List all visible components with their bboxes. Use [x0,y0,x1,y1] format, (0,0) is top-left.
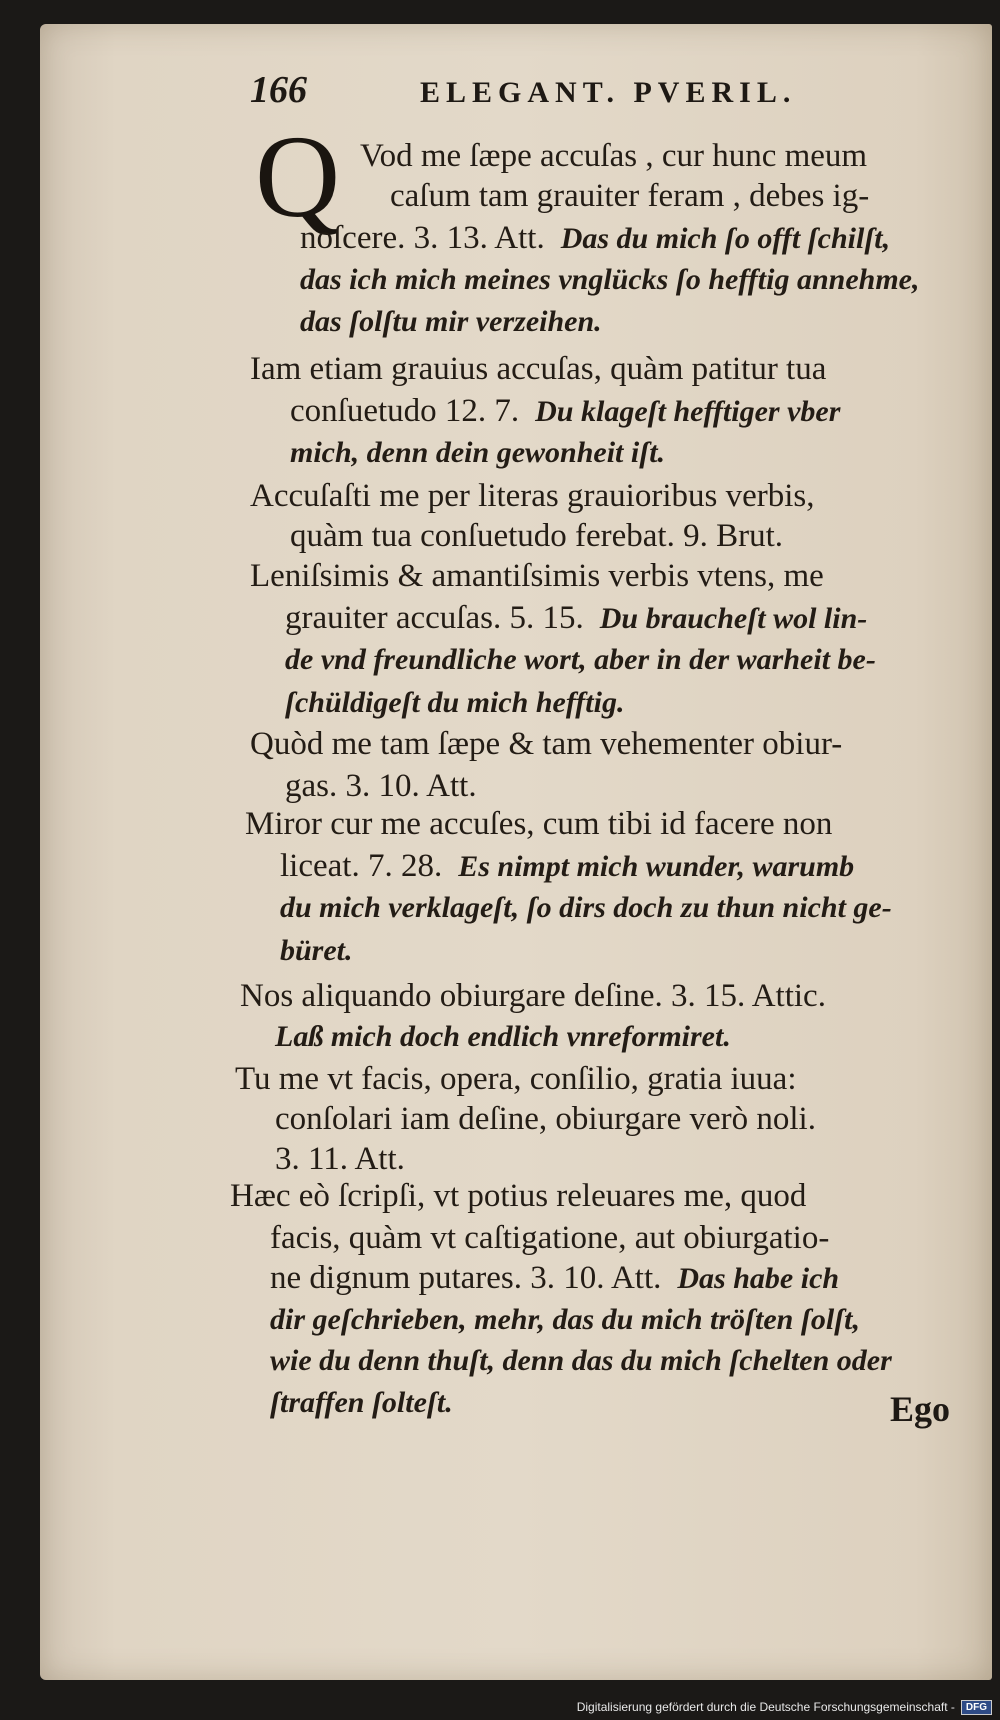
text-line: ne dignum putares. 3. 10. Att. Das habe ich [270,1260,840,1296]
text-line: Leniſsimis & amantiſsimis verbis vtens, me [250,558,824,594]
text-line: liceat. 7. 28. Es nimpt mich wunder, warumb [280,848,855,884]
text-line: conſolari iam deſine, obiurgare verò noli. [275,1101,816,1137]
text-line: gas. 3. 10. Att. [285,768,477,804]
text-line: das ſolſtu mir verzeihen. [300,305,602,338]
text-line: büret. [280,934,353,967]
footer-text: Digitalisierung gefördert durch die Deutsche Forschungsgemeinschaft - [576,1700,955,1714]
text-line: Quòd me tam ſæpe & tam vehementer obiur- [250,726,843,762]
text-line: quàm tua conſuetudo ferebat. 9. Brut. [290,518,784,554]
text-line: wie du denn thuſt, denn das du mich ſchelten oder [270,1344,892,1377]
text-line: Accuſaſti me per literas grauioribus verbis, [250,478,815,514]
text-line: Vod me ſæpe accuſas , cur hunc meum [360,138,868,174]
text-line: caſum tam grauiter feram , debes ig- [390,178,870,214]
text-line: dir geſchrieben, mehr, das du mich tröſten ſolſt, [270,1303,861,1336]
text-line: ſtraffen ſolteſt. [270,1386,453,1419]
text-line: du mich verklageſt, ſo dirs doch zu thun nicht ge- [280,891,892,924]
text-line: noſcere. 3. 13. Att. Das du mich ſo offt ſchilſt, [300,220,891,256]
page-number: 166 [250,69,307,111]
dfg-logo-icon: DFG [961,1700,992,1715]
german-translation: Das habe ich [677,1262,840,1295]
text-line: de vnd freundliche wort, aber in der warheit be- [285,643,876,676]
text-line: mich, denn dein gewonheit iſt. [290,436,666,469]
text-line: Nos aliquando obiurgare deſine. 3. 15. Attic. [240,978,826,1014]
text-line: Tu me vt facis, opera, conſilio, gratia iuua: [235,1061,797,1097]
text-line: Iam etiam grauius accuſas, quàm patitur tua [250,351,827,387]
text-line: conſuetudo 12. 7. Du klageſt hefftiger vber [290,393,841,429]
text-line: 3. 11. Att. [275,1141,405,1177]
german-translation: Du braucheſt wol lin- [599,602,868,635]
text-line: das ich mich meines vnglücks ſo hefftig annehme, [300,263,920,296]
decorated-initial: Q [255,111,341,242]
text-line: ſchüldigeſt du mich hefftig. [285,686,625,719]
text-line: facis, quàm vt caſtigatione, aut obiurgatio- [270,1220,830,1256]
text-line: grauiter accuſas. 5. 15. Du braucheſt wol lin- [285,600,868,636]
german-translation: Es nimpt mich wunder, warumb [458,850,855,883]
text-line: Hæc eò ſcripſi, vt potius releuares me, quod [230,1178,807,1214]
running-title: ELEGANT. PVERIL. [420,76,797,109]
german-translation: Das du mich ſo offt ſchilſt, [560,222,891,255]
footer-credit [577,1698,992,1716]
text-line: Laß mich doch endlich vnreformiret. [275,1020,731,1053]
text-line: Miror cur me accuſes, cum tibi id facere non [245,806,833,842]
catchword: Ego [890,1389,951,1429]
german-translation: Du klageſt hefftiger vber [535,395,841,428]
